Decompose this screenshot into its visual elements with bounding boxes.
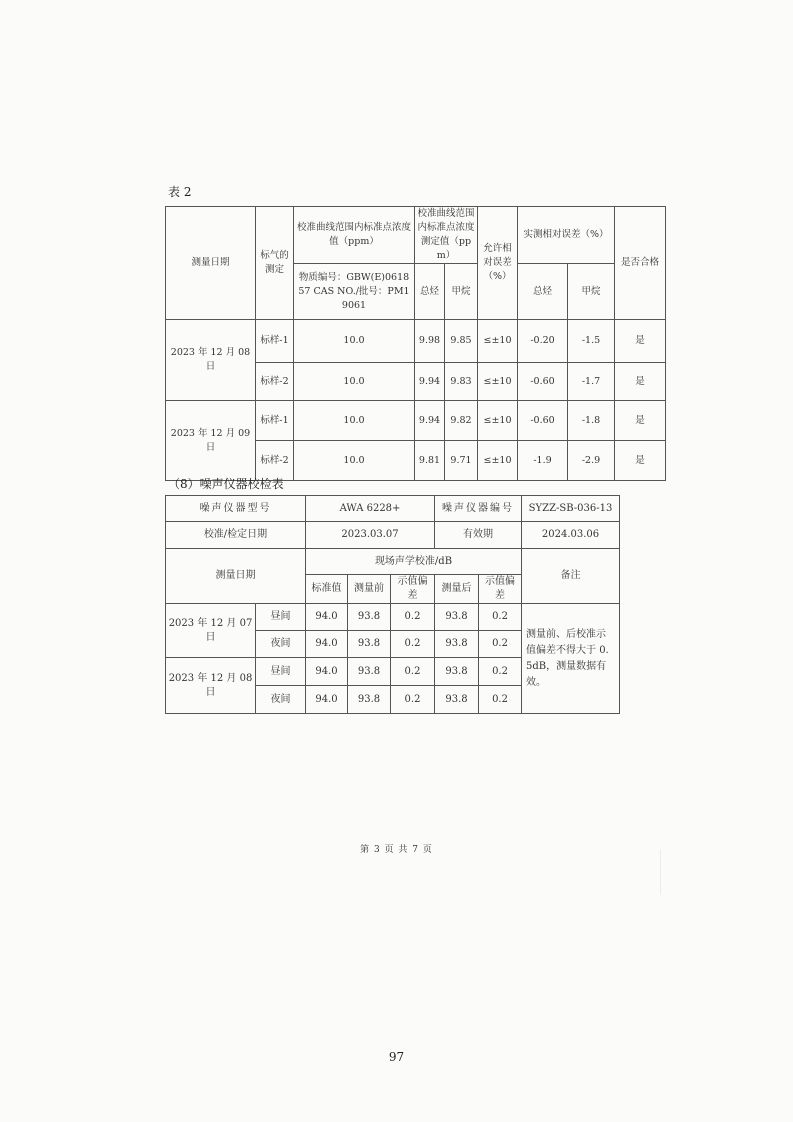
scan-edge-mark [660,850,661,895]
header-row-1 [166,549,620,575]
total-hc-cell: 9.98 [415,320,445,363]
serial-value: SYZZ-SB-036-13 [522,496,620,522]
standard-cell: 94.0 [306,658,348,686]
header-error-methane: 甲烷 [568,264,615,320]
header-remarks: 备注 [522,549,620,604]
standard-cell: 94.0 [306,686,348,714]
calibration-table [165,206,666,481]
period-cell: 昼间 [256,658,306,686]
table-2-caption: 表 2 [168,185,192,199]
standard-value-cell: 10.0 [294,320,415,363]
pass-cell: 是 [615,441,666,481]
noise-calibration-table [165,495,620,714]
date-cell: 2023 年 12 月 07 日 [166,604,256,658]
header-field-calibration: 现场声学校准/dB [306,549,522,575]
before-cell: 93.8 [348,604,391,631]
table-row [166,401,666,441]
header-row-1 [166,207,666,264]
standard-value-cell: 10.0 [294,363,415,401]
header-deviation-after: 示值偏差 [479,575,522,604]
header-before: 测量前 [348,575,391,604]
deviation-before-cell: 0.2 [391,631,435,658]
header-date: 测量日期 [166,207,256,320]
serial-label: 噪声仪器编号 [435,496,522,522]
calib-date-label: 校准/检定日期 [166,522,306,549]
methane-cell: 9.85 [445,320,478,363]
remarks-cell: 测量前、后校准示值偏差不得大于 0.5dB，测量数据有效。 [522,604,620,714]
sample-cell: 标样-2 [256,363,294,401]
calib-date-value: 2023.03.07 [306,522,435,549]
pass-cell: 是 [615,401,666,441]
page-number: 97 [388,1050,405,1064]
header-measured-value: 校准曲线范围内标准点浓度测定值（ppm） [415,207,478,264]
header-range-value: 校准曲线范围内标准点浓度值（ppm） [294,207,415,264]
calibration-date-row [166,522,620,549]
error-total-hc-cell: -1.9 [518,441,568,481]
period-cell: 昼间 [256,604,306,631]
valid-value: 2024.03.06 [522,522,620,549]
header-after: 测量后 [435,575,479,604]
pass-cell: 是 [615,320,666,363]
methane-cell: 9.82 [445,401,478,441]
error-total-hc-cell: -0.60 [518,401,568,441]
deviation-after-cell: 0.2 [479,631,522,658]
sample-cell: 标样-1 [256,401,294,441]
after-cell: 93.8 [435,686,479,714]
error-methane-cell: -2.9 [568,441,615,481]
sample-cell: 标样-1 [256,320,294,363]
allowed-error-cell: ≤±10 [478,401,518,441]
noise-table-caption: （8）噪声仪器校检表 [168,477,284,491]
model-value: AWA 6228+ [306,496,435,522]
deviation-before-cell: 0.2 [391,658,435,686]
valid-label: 有效期 [435,522,522,549]
error-methane-cell: -1.5 [568,320,615,363]
before-cell: 93.8 [348,686,391,714]
total-hc-cell: 9.81 [415,441,445,481]
page-info: 第 3 页 共 7 页 [360,845,433,855]
sample-cell: 标样-2 [256,441,294,481]
standard-value-cell: 10.0 [294,401,415,441]
pass-cell: 是 [615,363,666,401]
model-label: 噪声仪器型号 [166,496,306,522]
deviation-after-cell: 0.2 [479,686,522,714]
allowed-error-cell: ≤±10 [478,320,518,363]
period-cell: 夜间 [256,686,306,714]
deviation-before-cell: 0.2 [391,686,435,714]
header-date: 测量日期 [166,549,306,604]
error-methane-cell: -1.7 [568,363,615,401]
header-pass: 是否合格 [615,207,666,320]
after-cell: 93.8 [435,631,479,658]
after-cell: 93.8 [435,658,479,686]
deviation-before-cell: 0.2 [391,604,435,631]
total-hc-cell: 9.94 [415,363,445,401]
methane-cell: 9.71 [445,441,478,481]
standard-cell: 94.0 [306,631,348,658]
header-standard: 标准值 [306,575,348,604]
total-hc-cell: 9.94 [415,401,445,441]
table-row [166,604,620,631]
table-row [166,320,666,363]
error-total-hc-cell: -0.20 [518,320,568,363]
instrument-row [166,496,620,522]
date-cell: 2023 年 12 月 08 日 [166,320,256,401]
deviation-after-cell: 0.2 [479,658,522,686]
before-cell: 93.8 [348,658,391,686]
header-allowed-error: 允许相对误差（%） [478,207,518,320]
after-cell: 93.8 [435,604,479,631]
allowed-error-cell: ≤±10 [478,441,518,481]
header-deviation-before: 示值偏差 [391,575,435,604]
header-total-hc: 总烃 [415,264,445,320]
standard-value-cell: 10.0 [294,441,415,481]
allowed-error-cell: ≤±10 [478,363,518,401]
header-material-info: 物质编号：GBW(E)061857 CAS NO./批号：PM19061 [294,264,415,320]
deviation-after-cell: 0.2 [479,604,522,631]
standard-cell: 94.0 [306,604,348,631]
error-total-hc-cell: -0.60 [518,363,568,401]
date-cell: 2023 年 12 月 09 日 [166,401,256,481]
period-cell: 夜间 [256,631,306,658]
before-cell: 93.8 [348,631,391,658]
methane-cell: 9.83 [445,363,478,401]
date-cell: 2023 年 12 月 08 日 [166,658,256,714]
header-error-total-hc: 总烃 [518,264,568,320]
header-standard-gas: 标气的测定 [256,207,294,320]
error-methane-cell: -1.8 [568,401,615,441]
header-methane: 甲烷 [445,264,478,320]
header-actual-error: 实测相对误差（%） [518,207,615,264]
